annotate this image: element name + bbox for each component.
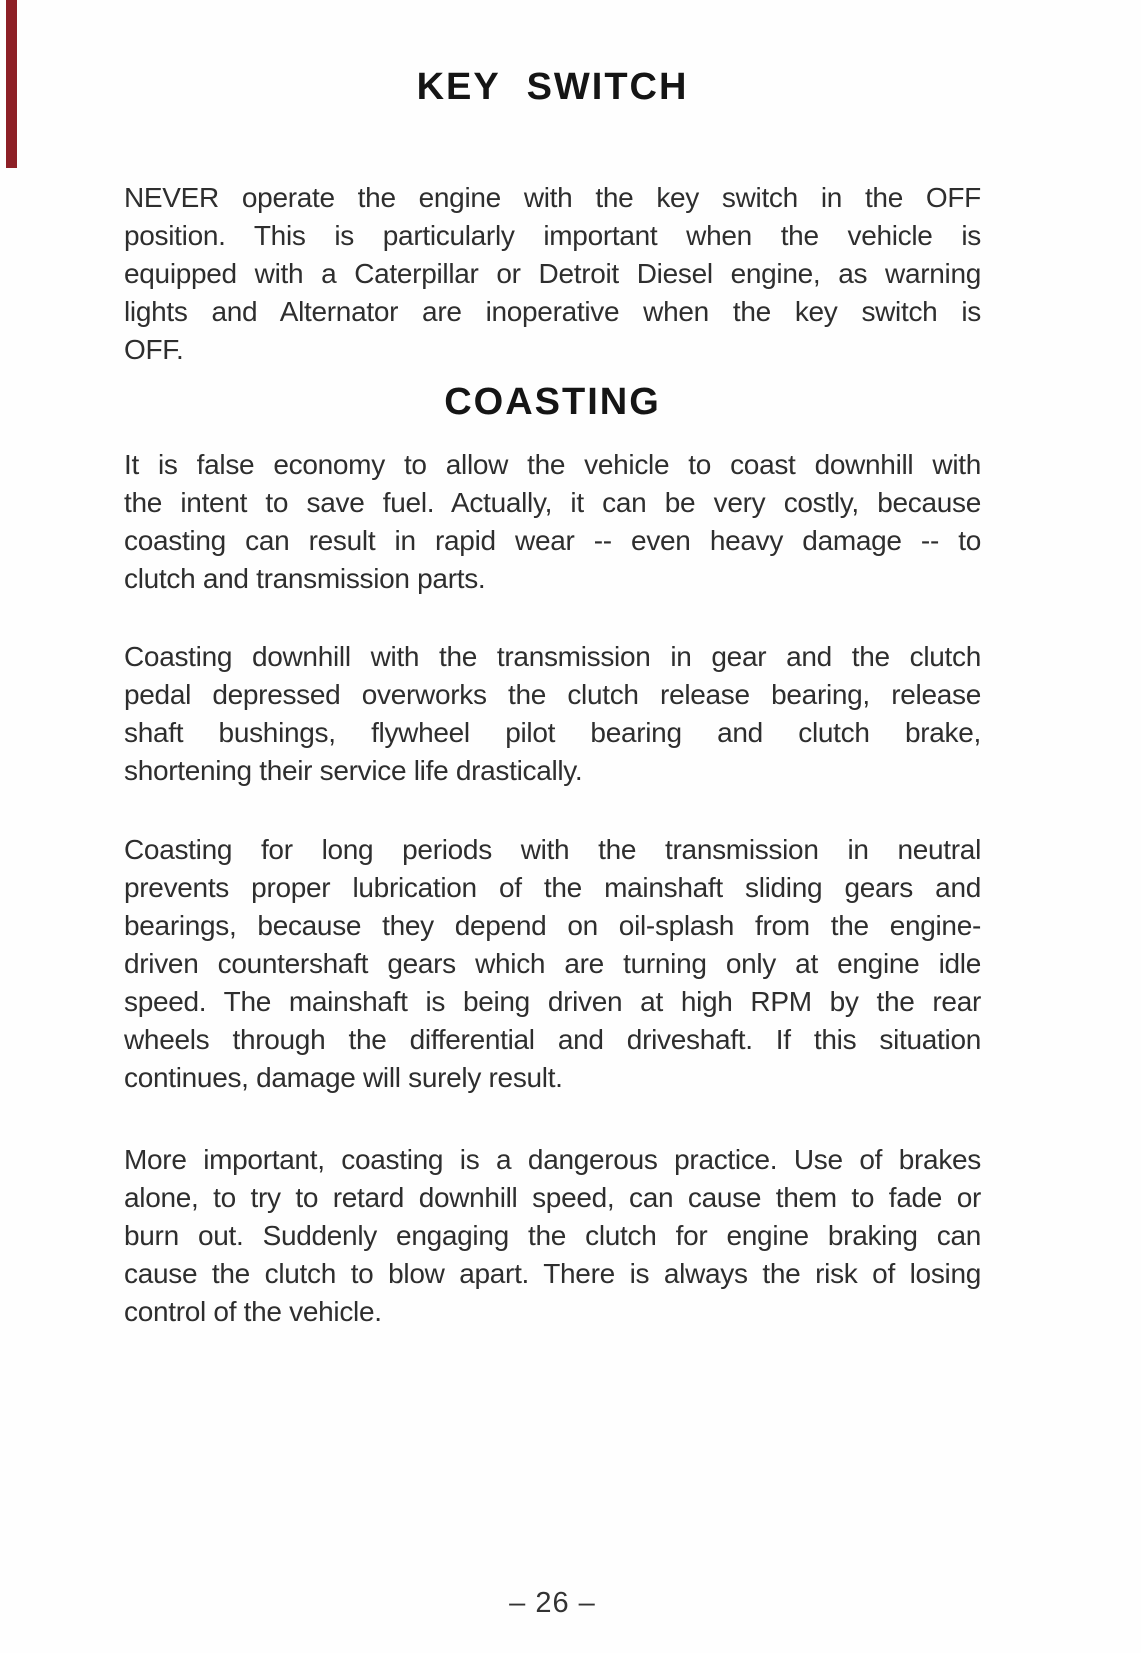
- paragraph-coasting-danger: [124, 1141, 981, 1331]
- text-line: clutch and transmission parts.: [124, 563, 486, 594]
- text-line: Coasting downhill with the transmission in gear and the clutch: [124, 641, 981, 672]
- paragraph-key-switch-warning: [124, 179, 981, 369]
- text-line: burn out. Suddenly engaging the clutch for engine braking can: [124, 1220, 981, 1251]
- text-line: prevents proper lubrication of the mainshaft sliding gears and: [124, 872, 981, 903]
- text-line: More important, coasting is a dangerous practice. Use of brakes: [124, 1144, 981, 1175]
- text-line: coasting can result in rapid wear -- even heavy damage -- to: [124, 525, 981, 556]
- text-line: Coasting for long periods with the transmission in neutral: [124, 834, 981, 865]
- text-line: alone, to try to retard downhill speed, can cause them to fade or: [124, 1182, 981, 1213]
- text-line: control of the vehicle.: [124, 1296, 382, 1327]
- text-line: bearings, because they depend on oil-splash from the engine-: [124, 910, 981, 941]
- section-heading-coasting: COASTING: [444, 381, 661, 423]
- text-line: the intent to save fuel. Actually, it can be very costly, because: [124, 487, 981, 518]
- text-line: pedal depressed overworks the clutch release bearing, release: [124, 679, 981, 710]
- paragraph-coasting-in-gear: [124, 638, 981, 790]
- text-line: cause the clutch to blow apart. There is always the risk of losing: [124, 1258, 981, 1289]
- text-line: shaft bushings, flywheel pilot bearing and clutch brake,: [124, 717, 981, 748]
- text-line: wheels through the differential and driveshaft. If this situation: [124, 1024, 981, 1055]
- paragraph-coasting-in-neutral: [124, 831, 981, 1097]
- text-line: driven countershaft gears which are turning only at engine idle: [124, 948, 981, 979]
- text-line: lights and Alternator are inoperative when the key switch is: [124, 296, 981, 327]
- text-line: position. This is particularly important when the vehicle is: [124, 220, 981, 251]
- text-line: It is false economy to allow the vehicle to coast downhill with: [124, 449, 981, 480]
- paragraph-coasting-false-economy: [124, 446, 981, 598]
- text-line: shortening their service life drastically.: [124, 755, 583, 786]
- text-line: continues, damage will surely result.: [124, 1062, 563, 1093]
- section-heading-key-switch: KEY SWITCH: [416, 66, 689, 108]
- text-line: NEVER operate the engine with the key switch in the OFF: [124, 182, 981, 213]
- text-line: equipped with a Caterpillar or Detroit Diesel engine, as warning: [124, 258, 981, 289]
- binding-tab-mark: [6, 0, 17, 168]
- page-number: – 26 –: [509, 1587, 596, 1619]
- text-line: speed. The mainshaft is being driven at high RPM by the rear: [124, 986, 981, 1017]
- text-line: OFF.: [124, 334, 184, 365]
